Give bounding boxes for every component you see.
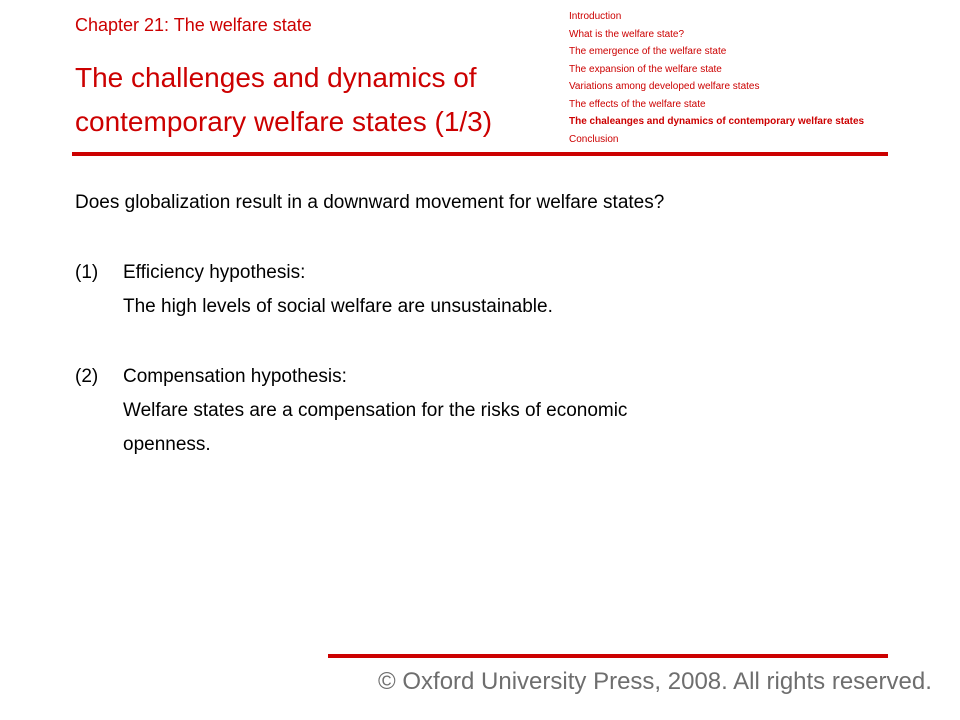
hypothesis-2-title: Compensation hypothesis: [123,366,347,387]
header-divider [72,152,888,156]
nav-item-challenges-active[interactable]: The chaleanges and dynamics of contemporary welfare states [569,116,865,127]
footer-divider [328,654,888,658]
nav-item-conclusion[interactable]: Conclusion [569,133,619,145]
nav-item-what-is-welfare-state[interactable]: What is the welfare state? [569,28,685,40]
section-navigation [569,8,864,148]
hypothesis-1-number: (1) [75,262,99,283]
hypothesis-2-text-line-2: openness. [123,434,211,455]
nav-item-expansion[interactable]: The expansion of the welfare state [569,63,722,75]
nav-item-effects[interactable]: The effects of the welfare state [569,98,706,110]
nav-item-emergence[interactable]: The emergence of the welfare state [569,46,727,57]
slide-title-line-1: The challenges and dynamics of [75,62,477,93]
slide-title [75,56,492,144]
nav-item-variations[interactable]: Variations among developed welfare states [569,81,760,92]
hypothesis-2-number: (2) [75,366,99,387]
question-text: Does globalization result in a downward movement for welfare states? [75,192,665,213]
copyright-notice: © Oxford University Press, 2008. All rights reserved. [378,668,932,695]
hypothesis-2-text-line-1: Welfare states are a compensation for the risks of economic [123,400,628,421]
hypothesis-1-text: The high levels of social welfare are unsustainable. [123,296,553,317]
slide-title-line-2: contemporary welfare states (1/3) [75,106,493,137]
nav-item-introduction[interactable]: Introduction [569,11,622,22]
chapter-label: Chapter 21: The welfare state [75,15,312,35]
hypothesis-1-title: Efficiency hypothesis: [123,262,306,283]
